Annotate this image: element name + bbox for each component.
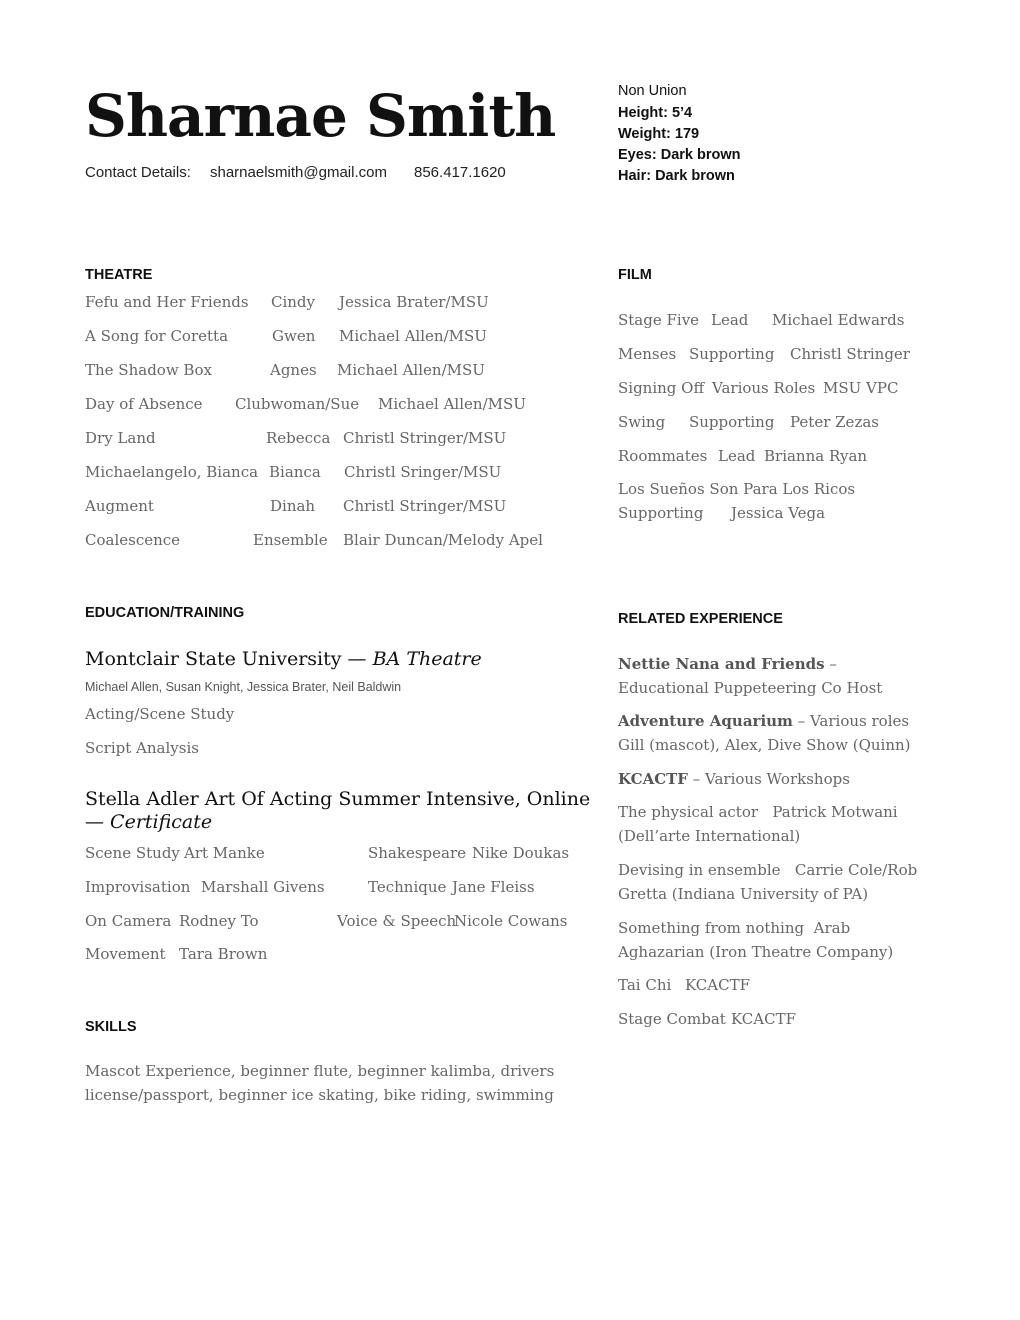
theatre-role: Rebecca bbox=[266, 429, 331, 447]
workshop-item: Something from nothing Arab bbox=[618, 919, 851, 937]
theatre-role: Bianca bbox=[269, 463, 321, 481]
film-role: Supporting bbox=[618, 504, 704, 522]
adler-teacher: Art Manke bbox=[184, 844, 265, 862]
adler-teacher: Nike Doukas bbox=[472, 844, 570, 862]
theatre-title: A Song for Coretta bbox=[85, 327, 229, 345]
workshop-item: Tai Chi bbox=[618, 976, 672, 994]
skills-heading: SKILLS bbox=[85, 1019, 137, 1035]
degree: BA Theatre bbox=[372, 648, 482, 670]
theatre-title: Michaelangelo, Bianca bbox=[85, 463, 259, 481]
film-role: Various Roles bbox=[712, 379, 816, 397]
workshop-org: KCACTF bbox=[731, 1010, 797, 1028]
experience-item bbox=[618, 770, 850, 788]
theatre-title: Augment bbox=[85, 497, 154, 515]
film-title: Swing bbox=[618, 413, 666, 431]
film-title: Los Sueños Son Para Los Ricos bbox=[618, 480, 856, 498]
school-name: Montclair State University bbox=[85, 648, 342, 670]
experience-detail: – bbox=[824, 655, 837, 673]
workshop-item: Stage Combat bbox=[618, 1010, 726, 1028]
msu-teachers: Michael Allen, Susan Knight, Jessica Brater, Neil Baldwin bbox=[85, 680, 402, 694]
film-title: Stage Five bbox=[618, 311, 700, 329]
union-status: Non Union bbox=[618, 83, 687, 99]
msu-course: Acting/Scene Study bbox=[85, 705, 235, 723]
theatre-role: Dinah bbox=[270, 497, 316, 515]
experience-detail: – Various roles bbox=[792, 712, 910, 730]
theatre-director: Christl Sringer/MSU bbox=[344, 463, 502, 481]
height-stat: Height: 5’4 bbox=[618, 105, 693, 121]
adler-subject: Improvisation bbox=[85, 878, 191, 896]
workshop-org: KCACTF bbox=[685, 976, 751, 994]
adler-subject: On Camera bbox=[85, 912, 172, 930]
workshop-detail: Gretta (Indiana University of PA) bbox=[618, 885, 869, 903]
msu-course: Script Analysis bbox=[85, 739, 199, 757]
film-role: Supporting bbox=[689, 345, 775, 363]
experience-detail: – Various Workshops bbox=[687, 770, 850, 788]
school-name: Stella Adler Art Of Acting Summer Intensive, bbox=[85, 788, 521, 810]
experience-item bbox=[618, 655, 837, 673]
adler-subject: Scene Study bbox=[85, 844, 180, 862]
theatre-director: Michael Allen/MSU bbox=[337, 361, 485, 379]
degree-dash: — bbox=[341, 648, 373, 670]
theatre-title: The Shadow Box bbox=[85, 361, 212, 379]
theatre-title: Dry Land bbox=[85, 429, 156, 447]
adler-subject: Movement bbox=[85, 945, 166, 963]
contact-label: Contact Details: bbox=[85, 164, 191, 181]
film-role: Supporting bbox=[689, 413, 775, 431]
adler-teacher: Marshall Givens bbox=[201, 878, 325, 896]
adler-degree-line bbox=[85, 811, 212, 833]
film-title: Signing Off bbox=[618, 379, 705, 397]
degree-dash: — bbox=[85, 811, 111, 833]
adler-teacher: Tara Brown bbox=[179, 945, 268, 963]
theatre-title: Day of Absence bbox=[85, 395, 203, 413]
film-role: Lead bbox=[711, 311, 749, 329]
related-heading: RELATED EXPERIENCE bbox=[618, 611, 783, 627]
experience-detail: Educational Puppeteering Co Host bbox=[618, 679, 883, 697]
theatre-director: Christl Stringer/MSU bbox=[343, 497, 507, 515]
experience-name: Adventure Aquarium bbox=[618, 712, 793, 730]
education-heading: EDUCATION/TRAINING bbox=[85, 605, 245, 621]
theatre-role: Gwen bbox=[272, 327, 316, 345]
degree: Certificate bbox=[110, 811, 213, 833]
film-title: Menses bbox=[618, 345, 677, 363]
film-director: Jessica Vega bbox=[731, 504, 826, 522]
theatre-title: Coalescence bbox=[85, 531, 181, 549]
film-director: Peter Zezas bbox=[790, 413, 879, 431]
experience-item bbox=[618, 712, 909, 730]
film-director: Brianna Ryan bbox=[764, 447, 868, 465]
theatre-role: Cindy bbox=[271, 293, 316, 311]
film-director: Christl Stringer bbox=[790, 345, 910, 363]
page-title: Sharnae Smith bbox=[85, 82, 556, 150]
workshop-item: The physical actor Patrick Motwani bbox=[618, 803, 898, 821]
film-director: Michael Edwards bbox=[772, 311, 905, 329]
theatre-director: Jessica Brater/MSU bbox=[339, 293, 489, 311]
film-heading: FILM bbox=[618, 267, 652, 283]
theatre-director: Michael Allen/MSU bbox=[339, 327, 487, 345]
theatre-director: Christl Stringer/MSU bbox=[343, 429, 507, 447]
film-director: MSU VPC bbox=[823, 379, 899, 397]
contact-email[interactable]: sharnaelsmith@gmail.com bbox=[210, 164, 387, 181]
film-role: Lead bbox=[718, 447, 756, 465]
experience-detail: Gill (mascot), Alex, Dive Show (Quinn) bbox=[618, 736, 911, 754]
experience-name: KCACTF bbox=[618, 770, 688, 788]
hair-stat: Hair: Dark brown bbox=[618, 168, 735, 184]
theatre-director: Blair Duncan/Melody Apel bbox=[343, 531, 543, 549]
theatre-role: Clubwoman/Sue bbox=[235, 395, 360, 413]
school-msu bbox=[85, 648, 482, 670]
experience-name: Nettie Nana and Friends bbox=[618, 655, 825, 673]
theatre-director: Michael Allen/MSU bbox=[378, 395, 526, 413]
contact-phone[interactable]: 856.417.1620 bbox=[414, 164, 506, 181]
adler-teacher: Jane Fleiss bbox=[452, 878, 535, 896]
theatre-role: Ensemble bbox=[253, 531, 328, 549]
program-mode: Online bbox=[520, 788, 591, 810]
adler-teacher: Rodney To bbox=[179, 912, 259, 930]
theatre-title: Fefu and Her Friends bbox=[85, 293, 249, 311]
workshop-item: Devising in ensemble Carrie Cole/Rob bbox=[618, 861, 918, 879]
adler-subject: Voice & Speech bbox=[337, 912, 457, 930]
workshop-detail: Aghazarian (Iron Theatre Company) bbox=[618, 943, 894, 961]
film-title: Roommates bbox=[618, 447, 708, 465]
skills-text: Mascot Experience, beginner flute, beginner kalimba, drivers bbox=[85, 1062, 555, 1080]
eyes-stat: Eyes: Dark brown bbox=[618, 147, 741, 163]
weight-stat: Weight: 179 bbox=[618, 126, 700, 142]
workshop-detail: (Dell’arte International) bbox=[618, 827, 801, 845]
adler-subject: Technique bbox=[368, 878, 447, 896]
school-adler bbox=[85, 788, 590, 810]
theatre-role: Agnes bbox=[270, 361, 317, 379]
adler-teacher: Nicole Cowans bbox=[454, 912, 568, 930]
theatre-heading: THEATRE bbox=[85, 267, 153, 283]
skills-text: license/passport, beginner ice skating, bike riding, swimming bbox=[85, 1086, 554, 1104]
adler-subject: Shakespeare bbox=[368, 844, 467, 862]
